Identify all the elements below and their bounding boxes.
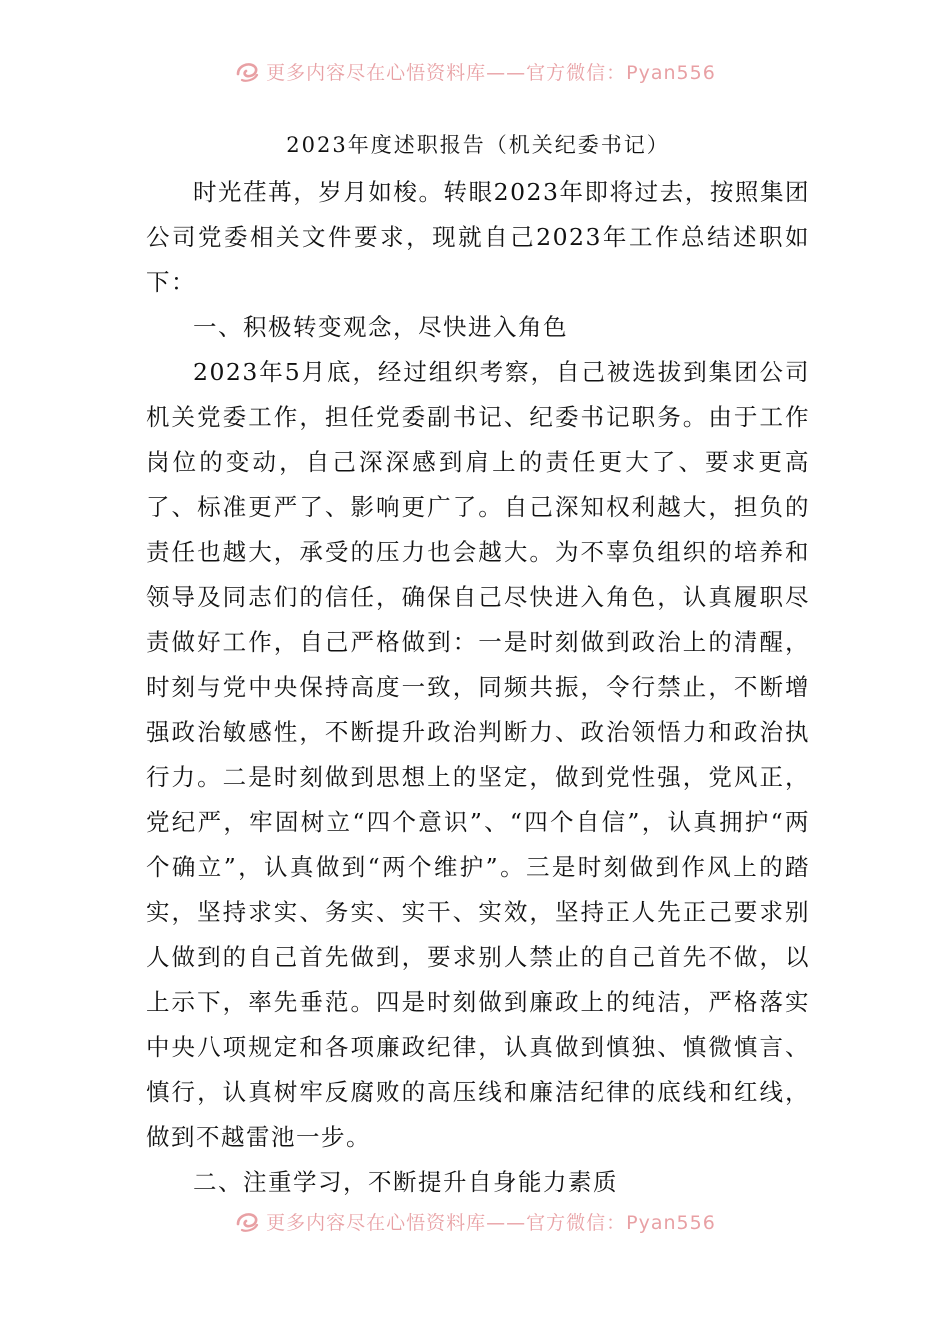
watermark-banner-bottom [0,1204,950,1238]
watermark-text: 更多内容尽在心悟资料库——官方微信：Pyan556 [266,61,716,84]
swirl-logo-icon [234,58,260,84]
section-1-body: 2023年5月底，经过组织考察，自己被选拔到集团公司机关党委工作，担任党委副书记、纪委书记职务。由于工作岗位的变动，自己深深感到肩上的责任更大了、要求更高了、标准更严了、影响更广了。自己深知权利越大，担负的责任也越大，承受的压力也会越大。为不辜负组织的培养和领导及同志们的信任，确保自己尽快进入角色，认真履职尽责做好工作，自己严格做到：一是时刻做到政治上的清醒，时刻与党中央保持高度一致，同频共振，令行禁止，不断增强政治敏感性，不断提升政治判断力、政治领悟力和政治执行力。二是时刻做到思想上的坚定，做到党性强，党风正，党纪严，牢固树立“四个意识”、“四个自信”，认真拥护“两个确立”，认真做到“两个维护”。三是时刻做到作风上的踏实，坚持求实、务实、实干、实效，坚持正人先正己要求别人做到的自己首先做到，要求别人禁止的自己首先不做，以上示下，率先垂范。四是时刻做到廉政上的纯洁，严格落实中央八项规定和各项廉政纪律，认真做到慎独、慎微慎言、慎行，认真树牢反腐败的高压线和廉洁纪律的底线和红线，做到不越雷池一步。 [146,358,810,1151]
intro-paragraph: 时光荏苒，岁月如梭。转眼2023年即将过去，按照集团公司党委相关文件要求，现就自己2023年工作总结述职如下： [146,178,810,296]
watermark-banner-top [0,54,950,88]
watermark-text: 更多内容尽在心悟资料库——官方微信：Pyan556 [266,1211,716,1234]
document-title: 2023年度述职报告（机关纪委书记） [286,133,670,157]
swirl-logo-icon [234,1208,260,1234]
document-page [146,122,810,1205]
section-2-heading: 二、注重学习，不断提升自身能力素质 [193,1168,618,1196]
section-1-heading: 一、积极转变观念，尽快进入角色 [193,313,568,341]
